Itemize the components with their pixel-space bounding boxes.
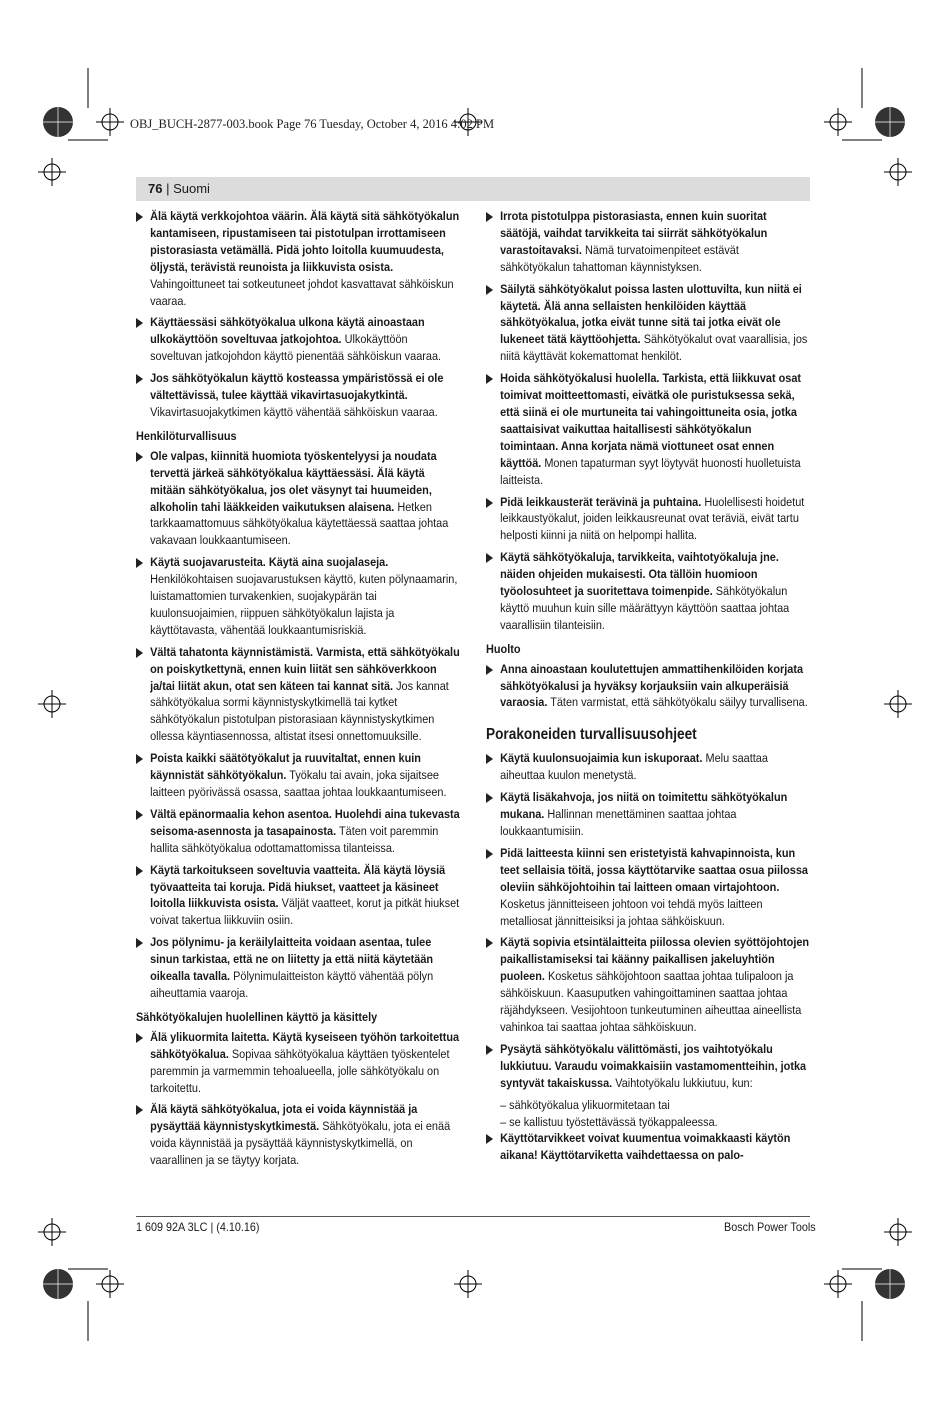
bullet-body-text: Vahingoittuneet tai sotkeutuneet johdot kasvattavat sähköiskun vaaraa. (150, 276, 454, 308)
bullet-item (486, 845, 810, 930)
bullet-item (486, 549, 810, 634)
dash-item: – se kallistuu työstettävässä työkappaleessa. (500, 1114, 718, 1129)
bullet-item (486, 789, 810, 840)
bullet-item (136, 750, 460, 801)
bullet-item (136, 934, 460, 1002)
bullet-body-text: Sopivaa sähkötyökalua käyttäen työskentelet paremmin ja varmemmin tehoalueella, jolle sähkötyökalu on tarkoitettu. (150, 1046, 450, 1095)
bullet-body-text: Vikavirtasuojakytkimen käyttö vähentää sähköiskun vaaraa. (150, 404, 438, 419)
triangle-bullet-icon (486, 849, 493, 859)
bullet-bold-text: Käytä tarkoitukseen soveltuvia vaatteita. Älä käytä löysiä työvaatteita tai koruja. Pidä hiukset, vaatteet ja käsineet loitolla liikkuvista osista. (150, 862, 446, 911)
bullet-item (136, 314, 460, 365)
bullet-bold-text: Vältä epänormaalia kehon asentoa. Huolehdi aina tukevasta seisoma-asennosta ja tasapainosta. (150, 806, 460, 838)
bullet-item (136, 370, 460, 421)
bullet-body-text: Melu saattaa aiheuttaa kuulon menetystä. (500, 751, 768, 783)
bullet-bold-text: Pidä laitteesta kiinni sen eristetyistä kahvapinnoista, kun teet sellaisia töitä, jossa käyttötarvike saattaa osua piilossa oleviin sähköjohtoihin tai laitteen omaan virtajohtoon. (500, 845, 808, 894)
bullet-item (136, 448, 460, 549)
bullet-body-text: Henkilökohtaisen suojavarustuksen käyttö, kuten pölynaamarin, luistamattomien turvakenkien, suojakypärän tai kuulonsuojaimien, riippuen sähkötyökalun lajista ja käyttötavasta, vähentää loukkaantumisriskiä. (150, 572, 458, 637)
page-number-lang: 76 | Suomi (148, 181, 210, 196)
bullet-body-text: Sähkötyökalun käyttö muuhun kuin sille määrättyyn käyttöön saattaa johtaa vaarallisiin tilanteisiin. (500, 584, 790, 632)
triangle-bullet-icon (136, 1033, 143, 1043)
bullet-body-text: Nämä turvatoimenpiteet estävät sähkötyökalun tahattoman käynnistyksen. (500, 242, 739, 274)
print-slug: OBJ_BUCH-2877-003.book Page 76 Tuesday, October 4, 2016 4:02 PM (130, 117, 495, 131)
triangle-bullet-icon (486, 374, 493, 384)
triangle-bullet-icon (486, 212, 493, 222)
triangle-bullet-icon (136, 648, 143, 658)
bullet-item (486, 1130, 810, 1164)
bullet-item (486, 370, 810, 488)
bullet-body-text: Täten voit paremmin hallita sähkötyökalua odottamattomissa tilanteissa. (150, 823, 439, 855)
bullet-bold-text: Jos sähkötyökalun käyttö kosteassa ympäristössä ei ole vältettävissä, tulee käyttää vikavirtasuojakytkintä. (150, 371, 444, 403)
bullet-bold-text: Poista kaikki säätötyökalut ja ruuvitaltat, ennen kuin käynnistät sähkötyökalun. (150, 751, 421, 783)
bullet-bold-text: Älä ylikuormita laitetta. Käytä kyseiseen työhön tarkoitettua sähkötyökalua. (150, 1029, 460, 1061)
bullet-bold-text: Käytä kuulonsuojaimia kun iskuporaat. (500, 751, 703, 766)
bullet-body-text: Sähkötyökalu, jota ei enää voida käynnistää ja pysäyttää käynnistyskytkimellä, on vaarallinen ja se täytyy korjata. (150, 1119, 451, 1168)
right-column (486, 208, 810, 1169)
footer-code: 1 609 92A 3LC | (4.10.16) (136, 1220, 260, 1234)
triangle-bullet-icon (486, 1045, 493, 1055)
section-heading: Porakoneiden turvallisuusohjeet (486, 726, 697, 744)
bullet-bold-text: Pysäytä sähkötyökalu välittömästi, jos vaihtotyökalu lukkiutuu. Varaudu voimakkaisiin vastamomentteihin, jotka syntyvät takaiskussa. (500, 1041, 807, 1090)
triangle-bullet-icon (136, 212, 143, 222)
bullet-bold-text: Käytä sähkötyökaluja, tarvikkeita, vaihtotyökaluja jne. näiden ohjeiden mukaisesti. Ota tällöin huomioon työolosuhteet ja suoritettava toimenpide. (500, 550, 779, 599)
bullet-bold-text: Pidä leikkausterät terävinä ja puhtaina. (500, 494, 702, 509)
bullet-bold-text: Käytä lisäkahvoja, jos niitä on toimitettu sähkötyökalun mukana. (500, 790, 788, 822)
triangle-bullet-icon (136, 318, 143, 328)
triangle-bullet-icon (486, 754, 493, 764)
bullet-item (136, 806, 460, 857)
triangle-bullet-icon (486, 498, 493, 508)
triangle-bullet-icon (486, 285, 493, 295)
bullet-bold-text: Anna ainoastaan koulutettujen ammattihenkilöiden korjata sähkötyökalusi ja hyväksy korjauksiin vain alkuperäisiä varaosia. (500, 661, 804, 710)
bullet-body-text: Täten varmistat, että sähkötyökalu säilyy turvallisena. (547, 695, 808, 710)
bullet-item (136, 208, 460, 309)
left-column (136, 208, 460, 1174)
bullet-body-text: Hallinnan menettäminen saattaa johtaa loukkaantumisiin. (500, 807, 737, 838)
triangle-bullet-icon (486, 793, 493, 803)
bullet-item (486, 750, 810, 784)
subheading: Henkilöturvallisuus (136, 428, 237, 443)
bullet-bold-text: Vältä tahatonta käynnistämistä. Varmista, että sähkötyökalu on poiskytkettynä, ennen kuin liität sen sähköverkkoon ja/tai liität akun, otat sen käteen tai kannat sitä. (150, 644, 460, 693)
bullet-bold-text: Käyttötarvikkeet voivat kuumentua voimakkaasti käytön aikana! Käyttötarviketta vaihdettaessa on palo- (500, 1131, 791, 1163)
bullet-item (486, 1041, 810, 1092)
bullet-body-text: Sähkötyökalut ovat vaarallisia, jos niitä käyttävät kokemattomat henkilöt. (500, 332, 808, 364)
bullet-bold-text: Käyttäessäsi sähkötyökalua ulkona käytä ainoastaan ulkokäyttöön soveltuvaa jatkojohtoa. (150, 315, 425, 347)
bullet-body-text: Vaihtotyökalu lukkiutuu, kun: (612, 1075, 753, 1090)
triangle-bullet-icon (486, 938, 493, 948)
triangle-bullet-icon (486, 1134, 493, 1144)
bullet-item (486, 208, 810, 276)
page-number: 76 (148, 181, 163, 196)
bullet-body-text: Monen tapaturman syyt löytyvät huonosti huolletuista laitteista. (500, 455, 801, 487)
bullet-bold-text: Säilytä sähkötyökalut poissa lasten ulottuvilta, kun niitä ei käytetä. Älä anna sellaisten henkilöiden käyttää sähkötyökalua, jotka eivät tunne sitä tai jotka eivät ole lukeneet tätä käyttöohjetta. (500, 281, 802, 347)
bullet-body-text: Pölynimulaitteiston käyttö vähentää pölyn aiheuttamia vaaroja. (150, 969, 434, 1000)
footer-rule (136, 1216, 810, 1217)
triangle-bullet-icon (136, 754, 143, 764)
bullet-body-text: Kosketus jännitteiseen johtoon voi tehdä myös laitteen metalliosat jännitteisiksi ja johtaa sähköiskuun. (500, 896, 763, 928)
bullet-item (136, 644, 460, 745)
triangle-bullet-icon (136, 452, 143, 462)
bullet-item (136, 1029, 460, 1097)
bullet-body-text: Ulkokäyttöön soveltuvan jatkojohdon käyttö pienentää sähköiskun vaaraa. (150, 332, 442, 364)
bullet-bold-text: Käytä suojavarusteita. Käytä aina suojalaseja. (150, 555, 389, 570)
bullet-bold-text: Älä käytä sähkötyökalua, jota ei voida käynnistää ja pysäyttää käynnistyskytkimestä. (150, 1102, 418, 1134)
subheading: Huolto (486, 641, 521, 656)
triangle-bullet-icon (136, 558, 143, 568)
bullet-bold-text: Ole valpas, kiinnitä huomiota työskentelyysi ja noudata tervettä järkeä sähkötyökalua käyttäessäsi. Älä käytä mitään sähkötyökalua, jos olet väsynyt tai huumeiden, alkoholin tahi lääkkeiden vaikutuksen alaisena. (150, 448, 437, 514)
bullet-item (486, 494, 810, 545)
bullet-bold-text: Älä käytä verkkojohtoa väärin. Älä käytä sitä sähkötyökalun kantamiseen, ripustamiseen tai pistotulpan irrottamiseen pistorasiasta vetämällä. Pidä johto loitolla kuumuudesta, öljystä, terävistä reunoista ja liikkuvista osista. (150, 209, 460, 274)
bullet-item (136, 862, 460, 930)
bullet-item (136, 1101, 460, 1169)
triangle-bullet-icon (136, 1105, 143, 1115)
footer-brand: Bosch Power Tools (724, 1220, 816, 1234)
bullet-body-text: Kosketus sähköjohtoon saattaa johtaa tulipaloon ja sähköiskuun. Kaasuputken vahingoittaminen saattaa johtaa räjähdykseen. Vesijohtoon tunkeutuminen aiheuttaa aineellista vahinkoa tai saattaa johtaa sähköiskuun. (500, 969, 802, 1034)
triangle-bullet-icon (136, 938, 143, 948)
dash-item: – sähkötyökalua ylikuormitetaan tai (500, 1097, 670, 1112)
language-label: Suomi (173, 181, 210, 196)
triangle-bullet-icon (136, 866, 143, 876)
triangle-bullet-icon (136, 810, 143, 820)
bullet-body-text: Huolellisesti hoidetut leikkaustyökalut, joiden leikkausreunat ovat teräviä, eivät tartu helposti kiinni ja niitä on helpompi hallita. (500, 494, 805, 543)
triangle-bullet-icon (486, 553, 493, 563)
bullet-bold-text: Irrota pistotulppa pistorasiasta, ennen kuin suoritat säätöjä, vaihdat tarvikkeita tai siirrät sähkötyökalun varastoitavaksi. (500, 209, 768, 257)
triangle-bullet-icon (486, 665, 493, 675)
bullet-item (136, 554, 460, 639)
bullet-body-text: Väljät vaatteet, korut ja pitkät hiukset voivat takertua liikkuviin osiin. (150, 896, 460, 928)
page-header (136, 177, 810, 201)
bullet-bold-text: Käytä sopivia etsintälaitteita piilossa olevien syöttöjohtojen paikallistamiseksi tai käänny paikallisen jakeluyhtiön puoleen. (500, 935, 810, 984)
bullet-item (486, 661, 810, 712)
triangle-bullet-icon (136, 374, 143, 384)
bullet-body-text: Jos kannat sähkötyökalua sormi käynnistyskytkimellä tai kytket sähkötyökalun pistotulpan pistorasiaan käynnistyskytkimen ollessa käyntiasennossa, altistat itsesi onnettomuuksille. (150, 678, 449, 744)
bullet-bold-text: Hoida sähkötyökalusi huolella. Tarkista, että liikkuvat osat toimivat moitteettomasti, eivätkä ole puristuksessa sekä, että siinä ei ole murtuneita tai vahingoittuneita osia, jotka saattaisivat vaikuttaa haitallisesti sähkötyökalun toimintaan. Anna korjata nämä viottuneet osat ennen käyttöä. (500, 371, 802, 470)
bullet-bold-text: Jos pölynimu- ja keräilylaitteita voidaan asentaa, tulee sinun tarkistaa, että ne on liitetty ja että niitä käytetään oikealla tavalla. (150, 935, 434, 984)
subheading: Sähkötyökalujen huolellinen käyttö ja käsittely (136, 1009, 378, 1024)
bullet-item (486, 934, 810, 1035)
bullet-body-text: Hetken tarkkaamattomuus sähkötyökalua käytettäessä saattaa johtaa vakavaan loukkaantumiseen. (150, 499, 449, 548)
bullet-item (486, 281, 810, 366)
bullet-body-text: Työkalu tai avain, joka sijaitsee laitteen pyörivässä osassa, saattaa johtaa loukkaantumiseen. (150, 768, 447, 799)
